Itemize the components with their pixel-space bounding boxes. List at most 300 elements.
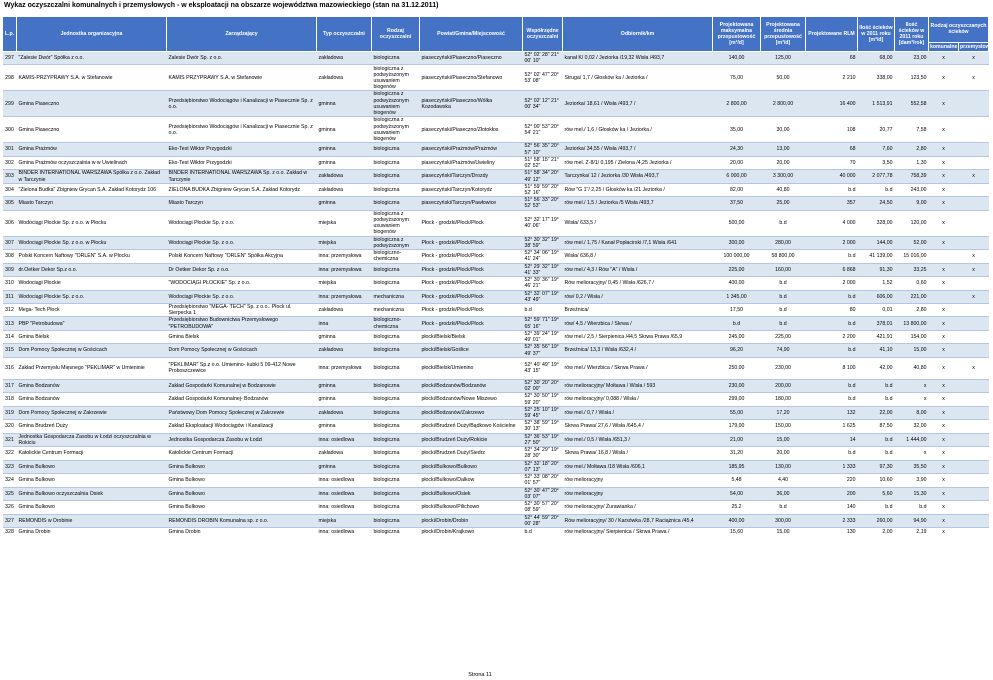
row-proj-max: 21,00 bbox=[713, 433, 761, 446]
row-przemyslowe bbox=[959, 344, 989, 357]
row-rodzaj: biologiczna bbox=[372, 357, 420, 379]
row-rlm: 6 868 bbox=[806, 263, 858, 276]
row-number: 322 bbox=[3, 447, 17, 460]
row-proj-max: b.d bbox=[713, 317, 761, 330]
row-powiat: piaseczyński/Piaseczno/Stefanowo bbox=[420, 65, 523, 91]
row-wspolrzedne: 52° 30' 32" 19° 38' 59" bbox=[523, 236, 563, 249]
row-ilosc-m3: b.d bbox=[858, 447, 895, 460]
row-proj-sred: 225,00 bbox=[761, 330, 806, 343]
wastewater-plants-table bbox=[2, 16, 993, 537]
row-number: 318 bbox=[3, 393, 17, 406]
row-number: 321 bbox=[3, 433, 17, 446]
row-proj-max: 299,00 bbox=[713, 393, 761, 406]
row-ilosc-dam3: 13 800,00 bbox=[895, 317, 929, 330]
row-ilosc-m3: b.d bbox=[858, 379, 895, 392]
row-odbiornik: rów mel./ 1,5 / Jeziorka /5 Wisła /493,7 bbox=[563, 197, 713, 210]
row-rodzaj: biologiczna bbox=[372, 514, 420, 527]
row-ilosc-dam3: 2,80 bbox=[895, 143, 929, 156]
row-number: 303 bbox=[3, 170, 17, 183]
row-proj-sred: 17,20 bbox=[761, 406, 806, 419]
row-przemyslowe bbox=[959, 420, 989, 433]
row-odbiornik: Tarczynka/ 12 / Jeziorka /30 Wisła /493,7 bbox=[563, 170, 713, 183]
row-komunalne: x bbox=[929, 183, 959, 196]
row-powiat: płocki/Drobin/Drobin bbox=[420, 514, 523, 527]
row-wspolrzedne: 52° 30' 57" 20° 08' 59" bbox=[523, 501, 563, 514]
row-zarzadzajacy: Zalesie Dwór Sp. z o.o. bbox=[167, 52, 317, 65]
row-typ: inna: osiedlowa bbox=[317, 433, 372, 446]
row-komunalne: x bbox=[929, 117, 959, 143]
header-proj-sred: Projektowana średnia przepustowość [m³/d] bbox=[761, 17, 806, 52]
row-rlm: 130 bbox=[806, 528, 858, 537]
row-ilosc-dam3: x bbox=[895, 393, 929, 406]
row-ilosc-m3: 22,00 bbox=[858, 406, 895, 419]
row-zarzadzajacy: Dom Pomocy Społecznej w Gościcach bbox=[167, 344, 317, 357]
row-zarzadzajacy: Wodociągi Płockie Sp. z o.o. bbox=[167, 290, 317, 303]
row-przemyslowe bbox=[959, 277, 989, 290]
row-komunalne: x bbox=[929, 460, 959, 473]
row-proj-sred: 2 800,00 bbox=[761, 91, 806, 117]
row-jednostka: dr.Oetker Dekor Sp.z o.o. bbox=[17, 263, 167, 276]
row-ilosc-m3: 1 513,91 bbox=[858, 91, 895, 117]
row-ilosc-dam3: 2,19 bbox=[895, 528, 929, 537]
row-proj-sred: 20,00 bbox=[761, 447, 806, 460]
row-rodzaj: biologiczna bbox=[372, 197, 420, 210]
row-przemyslowe bbox=[959, 501, 989, 514]
row-rlm: b.d bbox=[806, 290, 858, 303]
row-powiat: Płock - grodzki/Płock/Płock bbox=[420, 317, 523, 330]
row-jednostka: Gmina Bodzanów bbox=[17, 393, 167, 406]
row-powiat: płocki/Bodzanów/Nowe Miszewo bbox=[420, 393, 523, 406]
row-wspolrzedne: 52° 36' 53" 19° 27' 50" bbox=[523, 433, 563, 446]
row-number: 317 bbox=[3, 379, 17, 392]
row-proj-max: 82,00 bbox=[713, 183, 761, 196]
row-wspolrzedne: 52° 34' 29" 19° 28' 30" bbox=[523, 447, 563, 460]
row-komunalne: x bbox=[929, 263, 959, 276]
row-zarzadzajacy: Zakład Gospodarki Komunalnej- Bodzanów bbox=[167, 393, 317, 406]
row-ilosc-dam3: 1,30 bbox=[895, 156, 929, 169]
row-wspolrzedne: 52° 44' 59" 20° 00' 28" bbox=[523, 514, 563, 527]
row-odbiornik: rów mel./ Mołtawa /18 Wisła /606,1 bbox=[563, 460, 713, 473]
row-zarzadzajacy: "WODOCIĄGI PŁOCKIE" Sp. z o.o. bbox=[167, 277, 317, 290]
row-odbiornik: rów melioracyjny/ 0,088 / Wisła / bbox=[563, 393, 713, 406]
row-proj-sred: 200,00 bbox=[761, 379, 806, 392]
row-przemyslowe bbox=[959, 117, 989, 143]
table-row bbox=[3, 393, 989, 406]
row-odbiornik: rów mel./ 4,3 / Rów "A" / Wisła / bbox=[563, 263, 713, 276]
row-rodzaj: mechaniczna bbox=[372, 303, 420, 316]
row-komunalne bbox=[929, 290, 959, 303]
header-odbiornik: Odbiornik/km bbox=[563, 17, 713, 52]
row-zarzadzajacy: Miasto Tarczyn bbox=[167, 197, 317, 210]
page-number: Strona 11 bbox=[468, 672, 492, 678]
row-rodzaj: biologiczna bbox=[372, 406, 420, 419]
header-powiat: Powiat/Gmina/Miejscowość bbox=[420, 17, 523, 52]
row-wspolrzedne: 52° 38' 59" 19° 30' 13" bbox=[523, 420, 563, 433]
table-row bbox=[3, 156, 989, 169]
row-ilosc-m3: 7,60 bbox=[858, 143, 895, 156]
row-typ: gminna bbox=[317, 393, 372, 406]
row-proj-max: 24,30 bbox=[713, 143, 761, 156]
row-ilosc-m3: 3,50 bbox=[858, 156, 895, 169]
row-proj-sred: 3 300,00 bbox=[761, 170, 806, 183]
row-ilosc-m3: 5,60 bbox=[858, 487, 895, 500]
row-rlm: b.d bbox=[806, 250, 858, 263]
row-typ: gminna bbox=[317, 91, 372, 117]
row-odbiornik: Rów "G 1"/ 2,25 / Głosków ka /21 Jeziorka / bbox=[563, 183, 713, 196]
row-jednostka: Wodociągi Płockie Sp. z o.o. w Płocku bbox=[17, 236, 167, 249]
row-wspolrzedne: b.d bbox=[523, 528, 563, 537]
row-rodzaj: biologiczna bbox=[372, 156, 420, 169]
row-przemyslowe: x bbox=[959, 170, 989, 183]
row-ilosc-m3: b.d bbox=[858, 183, 895, 196]
row-proj-sred: 125,00 bbox=[761, 52, 806, 65]
row-proj-sred: b.d bbox=[761, 277, 806, 290]
row-jednostka: Dom Pomocy Społecznej w Zakrzewie bbox=[17, 406, 167, 419]
row-przemyslowe bbox=[959, 433, 989, 446]
row-odbiornik: Brzeźnica/ 13,3 / Wisła /632,4 / bbox=[563, 344, 713, 357]
table-row bbox=[3, 447, 989, 460]
row-ilosc-dam3: 221,00 bbox=[895, 290, 929, 303]
row-jednostka: Gmina Bulkowo bbox=[17, 501, 167, 514]
row-rlm: b.d bbox=[806, 317, 858, 330]
row-jednostka: Jednostka Gospodarcza Zasobu w Łodzi oczyszczalnia w Rokiciu bbox=[17, 433, 167, 446]
row-powiat: piaseczyński/Tarczyn/Drozdy bbox=[420, 170, 523, 183]
row-ilosc-dam3: 15,30 bbox=[895, 487, 929, 500]
row-number: 302 bbox=[3, 156, 17, 169]
header-proj-max: Projektowana maksymalna przepustowość [m³/d] bbox=[713, 17, 761, 52]
row-number: 310 bbox=[3, 277, 17, 290]
row-rodzaj: biologiczna bbox=[372, 170, 420, 183]
row-proj-max: 400,00 bbox=[713, 277, 761, 290]
row-proj-max: 15,60 bbox=[713, 528, 761, 537]
row-rodzaj: biologiczna bbox=[372, 379, 420, 392]
row-jednostka: Mega- Tech Płock bbox=[17, 303, 167, 316]
table-row bbox=[3, 474, 989, 487]
row-odbiornik: rów melioracyjny bbox=[563, 487, 713, 500]
row-wspolrzedne: 52° 25' 10" 19° 59' 45" bbox=[523, 406, 563, 419]
row-wspolrzedne: 51° 59' 59" 20° 52' 16" bbox=[523, 183, 563, 196]
row-przemyslowe bbox=[959, 183, 989, 196]
row-ilosc-dam3: 52,00 bbox=[895, 236, 929, 249]
row-proj-max: 55,00 bbox=[713, 406, 761, 419]
row-proj-max: 35,00 bbox=[713, 117, 761, 143]
row-komunalne: x bbox=[929, 514, 959, 527]
row-rlm: 80 bbox=[806, 303, 858, 316]
row-komunalne: x bbox=[929, 379, 959, 392]
row-wspolrzedne: 52° 40' 49" 19° 43' 15" bbox=[523, 357, 563, 379]
row-zarzadzajacy: Wodociągi Płockie Sp. z o.o. bbox=[167, 210, 317, 236]
row-number: 314 bbox=[3, 330, 17, 343]
row-rlm: 16 400 bbox=[806, 91, 858, 117]
row-proj-sred: 25,00 bbox=[761, 197, 806, 210]
row-komunalne: x bbox=[929, 170, 959, 183]
row-ilosc-m3: 97,30 bbox=[858, 460, 895, 473]
row-rlm: 2 000 bbox=[806, 236, 858, 249]
row-proj-sred: 74,90 bbox=[761, 344, 806, 357]
row-ilosc-dam3: 552,58 bbox=[895, 91, 929, 117]
row-przemyslowe bbox=[959, 393, 989, 406]
row-przemyslowe bbox=[959, 406, 989, 419]
row-wspolrzedne: b.d bbox=[523, 303, 563, 316]
row-jednostka: Katolickie Centrum Formacji bbox=[17, 447, 167, 460]
row-proj-sred: 160,00 bbox=[761, 263, 806, 276]
row-powiat: płocki/Brudzeń Duży/Rokicie bbox=[420, 433, 523, 446]
row-typ: miejska bbox=[317, 210, 372, 236]
row-rlm: 1 625 bbox=[806, 420, 858, 433]
row-przemyslowe bbox=[959, 447, 989, 460]
header-ilosc-dam3: Ilość ścieków w 2011 roku [dam³/rok] bbox=[895, 17, 929, 52]
row-powiat: Płock - grodzki/Płock/Płock bbox=[420, 290, 523, 303]
row-proj-max: 25.2 bbox=[713, 501, 761, 514]
row-proj-sred: 130,00 bbox=[761, 460, 806, 473]
row-odbiornik: rów mel./ 1,6 / Głosków ka / Jeziorka / bbox=[563, 117, 713, 143]
row-rlm: 2 210 bbox=[806, 65, 858, 91]
row-komunalne: x bbox=[929, 393, 959, 406]
table-row bbox=[3, 303, 989, 316]
row-rodzaj: biologiczno-chemiczna bbox=[372, 250, 420, 263]
row-proj-max: 6 000,00 bbox=[713, 170, 761, 183]
row-rodzaj: biologiczna bbox=[372, 143, 420, 156]
row-ilosc-dam3: 120,00 bbox=[895, 210, 929, 236]
row-odbiornik: rów/ 4,5 / Wierzbica / Skrwa / bbox=[563, 317, 713, 330]
row-typ: gminna bbox=[317, 379, 372, 392]
row-przemyslowe: x bbox=[959, 250, 989, 263]
row-komunalne: x bbox=[929, 344, 959, 357]
row-ilosc-dam3: 3,90 bbox=[895, 474, 929, 487]
row-jednostka: Gmina Bulkowo oczyszczalnia Osiek bbox=[17, 487, 167, 500]
row-rodzaj: biologiczna bbox=[372, 460, 420, 473]
row-rlm: 132 bbox=[806, 406, 858, 419]
header-ilosc-m3: Ilość ścieków w 2011 roku [m³/d] bbox=[858, 17, 895, 52]
header-rodzaj: Rodzaj oczyszczalni bbox=[372, 17, 420, 52]
row-wspolrzedne: 52° 30' 47" 20° 03' 07" bbox=[523, 487, 563, 500]
row-powiat: płocki/Bielsk/Bielsk bbox=[420, 330, 523, 343]
row-typ: zakładowa bbox=[317, 170, 372, 183]
row-przemyslowe bbox=[959, 460, 989, 473]
row-proj-sred: 30,00 bbox=[761, 117, 806, 143]
row-number: 325 bbox=[3, 487, 17, 500]
row-jednostka: REMONDIS w Drobinie bbox=[17, 514, 167, 527]
row-ilosc-dam3: 2,80 bbox=[895, 303, 929, 316]
row-proj-sred: 36,00 bbox=[761, 487, 806, 500]
table-row bbox=[3, 406, 989, 419]
row-zarzadzajacy: ZIELONA BUDKA Zbigniew Grycan S.A. Zakład Kotorydz bbox=[167, 183, 317, 196]
row-powiat: płocki/Brudzeń Duży/Siedrz bbox=[420, 447, 523, 460]
row-proj-max: 5,48 bbox=[713, 474, 761, 487]
row-ilosc-dam3: 1 444,00 bbox=[895, 433, 929, 446]
row-przemyslowe: x bbox=[959, 52, 989, 65]
row-number: 313 bbox=[3, 317, 17, 330]
row-jednostka: Gmina Prażmów oczyszczalnia w w Uwielinach bbox=[17, 156, 167, 169]
row-ilosc-dam3: 758,39 bbox=[895, 170, 929, 183]
row-number: 328 bbox=[3, 528, 17, 537]
row-rodzaj: biologiczna z podwyższonym usuwaniem biogenów bbox=[372, 65, 420, 91]
row-powiat: piaseczyński/Piaseczno/Wólka Kozodawska bbox=[420, 91, 523, 117]
row-jednostka: Gmina Bielsk bbox=[17, 330, 167, 343]
row-odbiornik: rów melioracyjny/ Sierpienica / Skrwa Prawa / bbox=[563, 528, 713, 537]
row-odbiornik: rów mel. Z-8/1/ 0,195 / Zielona /4,25 Jeziorka / bbox=[563, 156, 713, 169]
row-odbiornik: Brzeźnica/ bbox=[563, 303, 713, 316]
page-title: Wykaz oczyszczalni komunalnych i przemysłowych - w eksploatacji na obszarze województwa mazowieckiego (stan na 31.12.2011) bbox=[4, 2, 439, 9]
row-przemyslowe bbox=[959, 197, 989, 210]
row-ilosc-dam3: 33,25 bbox=[895, 263, 929, 276]
row-proj-max: 54,00 bbox=[713, 487, 761, 500]
row-ilosc-m3: 68,00 bbox=[858, 52, 895, 65]
row-proj-max: 1 345,00 bbox=[713, 290, 761, 303]
row-ilosc-m3: 378,01 bbox=[858, 317, 895, 330]
row-typ: zakładowa bbox=[317, 65, 372, 91]
table-row bbox=[3, 210, 989, 236]
row-wspolrzedne: 52° 30' 20" 20° 02' 00" bbox=[523, 379, 563, 392]
row-rodzaj: biologiczna bbox=[372, 447, 420, 460]
row-proj-sred: 150,00 bbox=[761, 420, 806, 433]
row-odbiornik: Skrwa Prawa/ 16,8 / Wisła / bbox=[563, 447, 713, 460]
row-powiat: Płock - grodzki/Płock/Płock bbox=[420, 303, 523, 316]
header-wspolrzedne: Współrzędne oczyszczalni bbox=[523, 17, 563, 52]
row-ilosc-dam3: 15 016,00 bbox=[895, 250, 929, 263]
row-ilosc-dam3: 8,00 bbox=[895, 406, 929, 419]
row-powiat: piaseczyński/Tarczyn/Pawłowice bbox=[420, 197, 523, 210]
row-typ: zakładowa bbox=[317, 344, 372, 357]
row-odbiornik: rów mel./ 0,7 / Wisła / bbox=[563, 406, 713, 419]
header-komunalne: komunalne bbox=[930, 43, 958, 50]
row-zarzadzajacy: "PEKLIMAR" Sp.z o.o. Umienino- kubki 5 09-412 Nowe Proboszczewice bbox=[167, 357, 317, 379]
row-number: 309 bbox=[3, 263, 17, 276]
row-rodzaj: biologiczna z podwyższonym usuwaniem biogenów bbox=[372, 210, 420, 236]
row-proj-max: 2 800,00 bbox=[713, 91, 761, 117]
row-zarzadzajacy: Gmina Drobin bbox=[167, 528, 317, 537]
row-ilosc-m3: 0,01 bbox=[858, 303, 895, 316]
row-zarzadzajacy: Wodociągi Płockie Sp. z o.o. bbox=[167, 236, 317, 249]
row-rlm: 68 bbox=[806, 143, 858, 156]
row-zarzadzajacy: Zakład Gospodarki Komunalnej w Bodzanowie bbox=[167, 379, 317, 392]
row-komunalne: x bbox=[929, 474, 959, 487]
row-proj-max: 225,00 bbox=[713, 263, 761, 276]
row-zarzadzajacy: Państwowy Dom Pomocy Społecznej w Zakrzewie bbox=[167, 406, 317, 419]
table-row bbox=[3, 344, 989, 357]
row-odbiornik: Jeziorka/ 34,55 / Wisła /493,7 / bbox=[563, 143, 713, 156]
row-ilosc-dam3: 40,80 bbox=[895, 357, 929, 379]
row-typ: zakładowa bbox=[317, 406, 372, 419]
row-proj-max: 37,50 bbox=[713, 197, 761, 210]
row-odbiornik: Wisła/ 636,8 / bbox=[563, 250, 713, 263]
row-ilosc-m3: 338,00 bbox=[858, 65, 895, 91]
row-komunalne: x bbox=[929, 487, 959, 500]
row-number: 300 bbox=[3, 117, 17, 143]
row-przemyslowe bbox=[959, 317, 989, 330]
row-ilosc-m3: 42,00 bbox=[858, 357, 895, 379]
row-wspolrzedne: 52° 29' 32" 19° 41' 33" bbox=[523, 263, 563, 276]
header-jednostka: Jednostka organizacyjna bbox=[17, 17, 167, 52]
row-typ: gminna bbox=[317, 117, 372, 143]
table-row bbox=[3, 330, 989, 343]
row-proj-sred: 230,00 bbox=[761, 357, 806, 379]
row-zarzadzajacy: KAMIS PRZYPRAWY S.A. w Stefanowie bbox=[167, 65, 317, 91]
row-komunalne: x bbox=[929, 91, 959, 117]
row-komunalne bbox=[929, 250, 959, 263]
row-proj-max: 75,00 bbox=[713, 65, 761, 91]
table-row bbox=[3, 379, 989, 392]
row-rodzaj: biologiczno-chemiczna bbox=[372, 317, 420, 330]
row-typ: miejska bbox=[317, 514, 372, 527]
row-jednostka: Gmina Drobin bbox=[17, 528, 167, 537]
row-przemyslowe bbox=[959, 379, 989, 392]
row-powiat: płocki/Bodzanów/Bodzanów bbox=[420, 379, 523, 392]
row-odbiornik: Wisła/ 633,5 / bbox=[563, 210, 713, 236]
row-number: 298 bbox=[3, 65, 17, 91]
row-komunalne: x bbox=[929, 156, 959, 169]
row-rlm: 140 bbox=[806, 501, 858, 514]
row-komunalne: x bbox=[929, 143, 959, 156]
row-wspolrzedne: 52° 35' 56" 19° 49' 37" bbox=[523, 344, 563, 357]
row-typ: inna: osiedlowa bbox=[317, 474, 372, 487]
row-ilosc-dam3: 154,00 bbox=[895, 330, 929, 343]
row-komunalne: x bbox=[929, 433, 959, 446]
table-row bbox=[3, 91, 989, 117]
row-rodzaj: biologiczna bbox=[372, 344, 420, 357]
row-rodzaj: biologiczna bbox=[372, 487, 420, 500]
row-wspolrzedne: 52° 02' 12" 21° 00' 34" bbox=[523, 91, 563, 117]
row-rodzaj: biologiczna bbox=[372, 183, 420, 196]
row-rlm: 68 bbox=[806, 52, 858, 65]
row-komunalne: x bbox=[929, 420, 959, 433]
row-typ: inna: przemysłowa bbox=[317, 357, 372, 379]
row-rodzaj: biologiczna z podwyższonym usuwaniem biogenów bbox=[372, 117, 420, 143]
row-rlm: 70 bbox=[806, 156, 858, 169]
row-typ: inna: osiedlowa bbox=[317, 501, 372, 514]
row-rlm: 8 100 bbox=[806, 357, 858, 379]
row-ilosc-m3: 606,00 bbox=[858, 290, 895, 303]
row-wspolrzedne: 52° 02' 28" 21° 00' 10" bbox=[523, 52, 563, 65]
row-ilosc-m3: 41,10 bbox=[858, 344, 895, 357]
row-komunalne: x bbox=[929, 447, 959, 460]
row-przemyslowe bbox=[959, 528, 989, 537]
row-rlm: 2 333 bbox=[806, 514, 858, 527]
row-powiat: Płock - grodzki/Płock/Płock bbox=[420, 263, 523, 276]
row-jednostka: "Zalesie Dwór" Spółka z o.o. bbox=[17, 52, 167, 65]
row-jednostka: "Zielona Budka" Zbigniew Grycan S.A. Zakład Kotorydz 106 bbox=[17, 183, 167, 196]
row-proj-max: 400,00 bbox=[713, 514, 761, 527]
row-rlm: 2 000 bbox=[806, 277, 858, 290]
table-row bbox=[3, 65, 989, 91]
row-komunalne: x bbox=[929, 52, 959, 65]
row-number: 312 bbox=[3, 303, 17, 316]
row-typ: gminna bbox=[317, 156, 372, 169]
row-proj-max: 96,20 bbox=[713, 344, 761, 357]
row-odbiornik: kanał K/ 0,02 / Jeziorka /19,32 Wisła /493,7 bbox=[563, 52, 713, 65]
row-ilosc-dam3: x bbox=[895, 379, 929, 392]
row-proj-sred: b.d bbox=[761, 290, 806, 303]
row-zarzadzajacy: Przedsiębiorstwo Wodociągów i Kanalizacji w Piasecznie Sp. z o.o. bbox=[167, 117, 317, 143]
row-proj-sred: 180,00 bbox=[761, 393, 806, 406]
row-odbiornik: Rów melioracyjny/ 30 / Karsówka /28,7 Raciążnica /45,4 bbox=[563, 514, 713, 527]
table-row bbox=[3, 528, 989, 537]
row-wspolrzedne: 52° 56' 35" 20° 57' 10" bbox=[523, 143, 563, 156]
row-typ: zakładowa bbox=[317, 183, 372, 196]
row-wspolrzedne: 51° 58' 15" 21° 02' 52" bbox=[523, 156, 563, 169]
row-powiat: płocki/Bulkowo/Pilichowo bbox=[420, 501, 523, 514]
row-proj-sred: 13,00 bbox=[761, 143, 806, 156]
row-wspolrzedne: 52° 02' 47" 20° 53' 08" bbox=[523, 65, 563, 91]
row-rlm: b.d bbox=[806, 393, 858, 406]
row-przemyslowe bbox=[959, 474, 989, 487]
row-jednostka: Polski Koncern Naftowy "ORLEN" S.A. w Płocku bbox=[17, 250, 167, 263]
row-proj-max: 230,00 bbox=[713, 379, 761, 392]
row-rodzaj: biologiczna bbox=[372, 501, 420, 514]
row-przemyslowe: x bbox=[959, 290, 989, 303]
table-row bbox=[3, 143, 989, 156]
row-number: 306 bbox=[3, 210, 17, 236]
